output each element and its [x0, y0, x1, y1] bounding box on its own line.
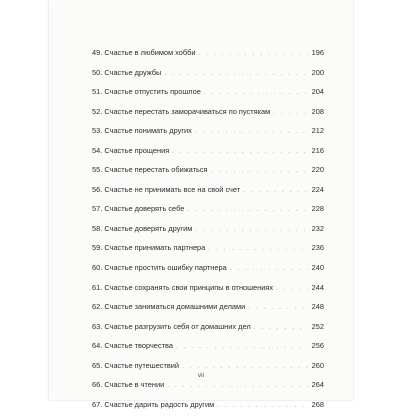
toc-entry [92, 107, 324, 127]
entry-number: 65. [92, 360, 103, 370]
toc-entry [92, 68, 324, 88]
dot-leader [176, 344, 308, 350]
entry-title: Счастье дружбы [104, 67, 162, 77]
entry-number: 53. [92, 126, 103, 136]
page-number: vii [197, 372, 205, 379]
entry-title: Счастье заниматься домашними делами [104, 302, 246, 312]
entry-number: 49. [92, 48, 103, 57]
entry-title: Счастье перестать обижаться [104, 165, 208, 175]
dot-leader [208, 246, 307, 252]
entry-page: 252 [311, 321, 324, 331]
entry-page: 244 [311, 282, 324, 292]
dot-leader [273, 110, 307, 116]
dot-leader [204, 90, 308, 96]
entry-title: Счастье доверять другим [104, 223, 193, 233]
entry-title: Счастье прощения [104, 145, 170, 155]
dot-leader [217, 403, 307, 409]
entry-title: Счастье творчества [104, 341, 173, 351]
entry-title: Счастье дарить радость другим [104, 399, 215, 409]
entry-number: 56. [92, 184, 103, 194]
entry-page: 264 [311, 380, 324, 390]
entry-number: 60. [92, 263, 103, 273]
dot-leader [211, 168, 308, 174]
entry-number: 61. [92, 282, 103, 292]
entry-page: 248 [311, 302, 324, 312]
entry-title: Счастье доверять себе [104, 204, 185, 214]
entry-page: 212 [311, 126, 324, 136]
toc-entry [92, 204, 324, 224]
toc-entry [92, 283, 324, 303]
entry-number: 50. [92, 67, 103, 77]
dot-leader [248, 305, 307, 311]
toc-entry [92, 224, 324, 244]
dot-leader [254, 325, 308, 331]
toc-entry [92, 400, 324, 419]
entry-page: 268 [311, 399, 324, 409]
entry-page: 228 [311, 204, 324, 214]
entry-title: Счастье в чтении [104, 380, 165, 390]
entry-page: 216 [311, 145, 324, 155]
entry-number: 57. [92, 204, 103, 214]
entry-title: Счастье понимать других [104, 126, 192, 136]
dot-leader [164, 71, 307, 77]
entry-title: Счастье простить ошибку партнера [104, 263, 227, 273]
entry-title: Счастье перестать заморачиваться по пустякам [104, 106, 271, 116]
dot-leader [172, 149, 307, 155]
toc-entry [92, 185, 324, 205]
entry-page: 200 [311, 67, 324, 77]
entry-number: 67. [92, 399, 103, 409]
entry-number: 52. [92, 106, 103, 116]
entry-page: 260 [311, 360, 324, 370]
entry-number: 55. [92, 165, 103, 175]
entry-number: 66. [92, 380, 103, 390]
toc-entry [92, 165, 324, 185]
toc-entry [92, 302, 324, 322]
entry-title: Счастье принимать партнера [104, 243, 206, 253]
entry-page: 256 [311, 341, 324, 351]
entry-number: 59. [92, 243, 103, 253]
dot-leader [182, 364, 308, 370]
entry-page: 196 [311, 48, 324, 57]
dot-leader [187, 207, 307, 213]
toc-entry [92, 341, 324, 361]
entry-number: 63. [92, 321, 103, 331]
entry-page: 232 [311, 223, 324, 233]
entry-number: 62. [92, 302, 103, 312]
table-of-contents [92, 48, 324, 419]
toc-entry [92, 380, 324, 400]
entry-number: 64. [92, 341, 103, 351]
book-page [49, 0, 353, 409]
entry-number: 54. [92, 145, 103, 155]
toc-entry [92, 146, 324, 166]
entry-title: Счастье в любимом хобби [104, 48, 196, 57]
entry-page: 204 [311, 87, 324, 97]
entry-title: Счастье не принимать все на свой счет [104, 184, 241, 194]
entry-number: 51. [92, 87, 103, 97]
entry-page: 240 [311, 263, 324, 273]
dot-leader [243, 188, 307, 194]
toc-entry [92, 87, 324, 107]
entry-title: Счастье отпустить прошлое [104, 87, 201, 97]
entry-page: 208 [311, 106, 324, 116]
toc-entry [92, 322, 324, 342]
toc-entry [92, 263, 324, 283]
toc-entry [92, 126, 324, 146]
entry-page: 236 [311, 243, 324, 253]
entry-title: Счастье разгрузить себя от домашних дел [104, 321, 251, 331]
dot-leader [230, 266, 308, 272]
entry-page: 220 [311, 165, 324, 175]
toc-entry [92, 48, 324, 68]
entry-title: Счастье путешествий [104, 360, 180, 370]
dot-leader [195, 129, 308, 135]
dot-leader [167, 383, 307, 389]
dot-leader [195, 227, 307, 233]
entry-number: 58. [92, 223, 103, 233]
entry-title: Счастье сохранять свои принципы в отношениях [104, 282, 274, 292]
entry-page: 224 [311, 184, 324, 194]
dot-leader [199, 51, 308, 57]
toc-entry [92, 243, 324, 263]
dot-leader [276, 286, 308, 292]
